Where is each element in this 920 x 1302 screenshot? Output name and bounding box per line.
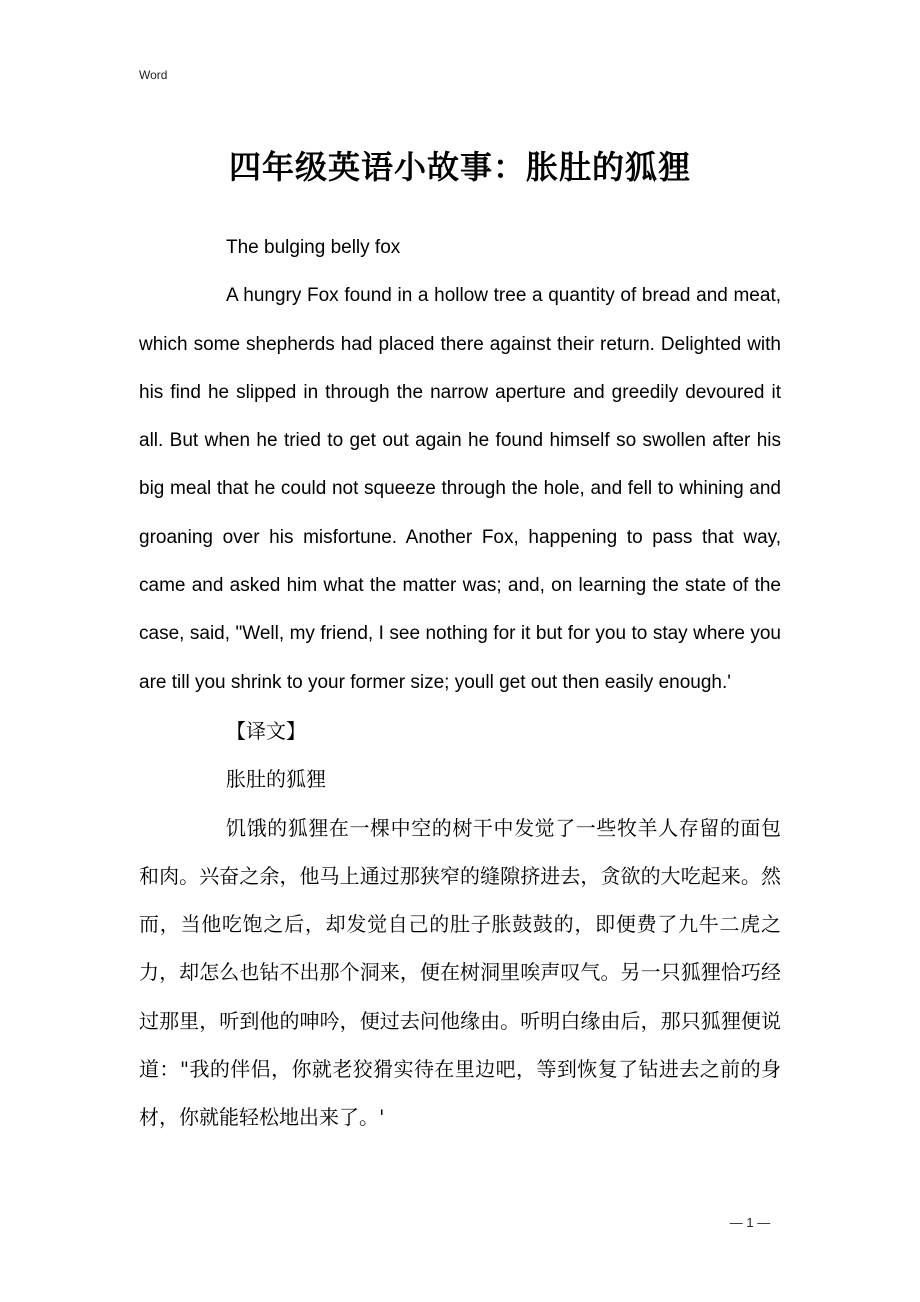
- translation-heading: 【译文】: [226, 718, 306, 743]
- document-title: 四年级英语小故事：胀肚的狐狸: [228, 148, 691, 186]
- page-number: — 1 —: [729, 1215, 771, 1230]
- document-body: [139, 224, 781, 1142]
- english-story-paragraph: A hungry Fox found in a hollow tree a quantity of bread and meat, which some shepherds had placed there against their return. Delighted with his find he slipped in through the narrow aperture and greedily devoured it all. But when he tried to get out again he found himself so swollen after his big meal that he could not squeeze through the hole, and fell to whining and groaning over his misfortune. Another Fox, happening to pass that way, came and asked him what the matter was; and, on learning the state of the case, said, "Well, my friend, I see nothing for it but for you to stay where you are till you shrink to your former size; youll get out then easily enough.': [139, 285, 781, 693]
- chinese-title: 胀肚的狐狸: [226, 767, 326, 792]
- header-label: Word: [139, 68, 168, 82]
- chinese-story-paragraph: 饥饿的狐狸在一棵中空的树干中发觉了一些牧羊人存留的面包和肉。兴奋之余，他马上通过那狭窄的缝隙挤进去，贪欲的大吃起来。然而，当他吃饱之后，却发觉自己的肚子胀鼓鼓的，即便费了九牛二虎之力，却怎么也钻不出那个洞来，便在树洞里唉声叹气。另一只狐狸恰巧经过那里，听到他的呻吟，便过去问他缘由。听明白缘由后，那只狐狸便说道："我的伴侣，你就老狡猾实待在里边吧，等到恢复了钻进去之前的身材，你就能轻松地出来了。': [139, 815, 781, 1130]
- english-title: The bulging belly fox: [226, 237, 401, 258]
